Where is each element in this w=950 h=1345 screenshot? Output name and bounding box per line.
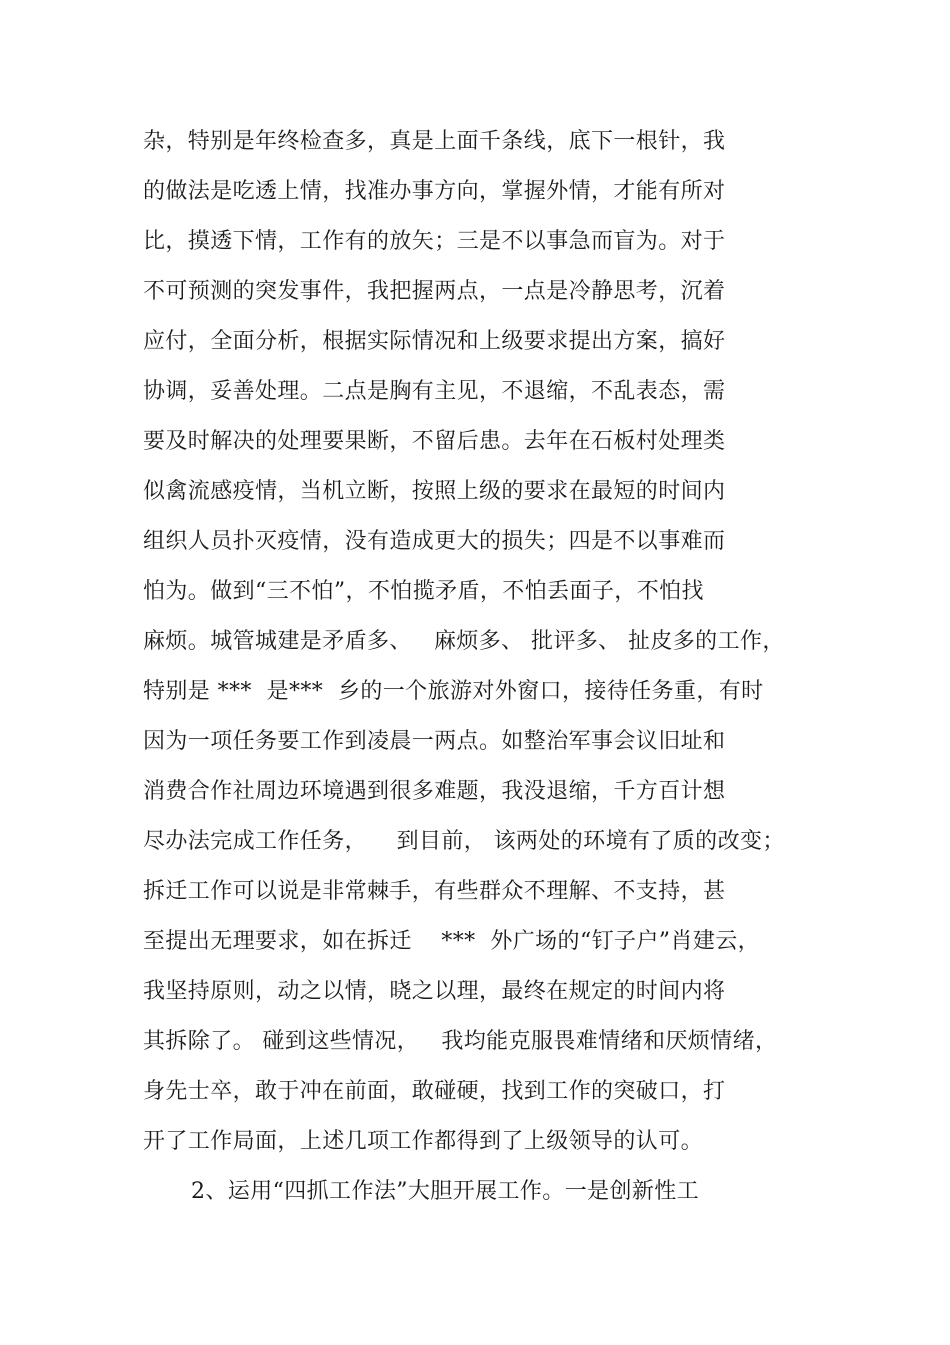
- text-line: 组织人员扑灭疫情，没有造成更大的损失；四是不以事难而: [143, 529, 726, 554]
- text-line: 开了工作局面，上述几项工作都得到了上级领导的认可。: [143, 1129, 704, 1154]
- text-line: 消费合作社周边环境遇到很多难题，我没退缩，千方百计想: [143, 779, 726, 804]
- text-line: 拆迁工作可以说是非常棘手，有些群众不理解、不支持，甚: [143, 879, 726, 904]
- text-line: 协调，妥善处理。二点是胸有主见，不退缩，不乱表态，需: [143, 379, 726, 404]
- text-line: 应付，全面分析，根据实际情况和上级要求提出方案，搞好: [143, 329, 726, 354]
- text-line: 特别是 *** 是*** 乡的一个旅游对外窗口，接待任务重，有时: [143, 679, 764, 704]
- text-line: 怕为。做到“三不怕”，不怕揽矛盾，不怕丢面子，不怕找: [143, 579, 704, 604]
- text-line: 麻烦。城管城建是矛盾多、 麻烦多、 批评多、 扯皮多的工作，: [143, 629, 785, 654]
- text-line: 身先士卒，敢于冲在前面，敢碰硬，找到工作的突破口，打: [143, 1079, 726, 1104]
- text-line: 要及时解决的处理要果断，不留后患。去年在石板村处理类: [143, 429, 726, 454]
- text-line: 不可预测的突发事件，我把握两点，一点是冷静思考，沉着: [143, 279, 726, 304]
- text-line: 尽办法完成工作任务， 到目前， 该两处的环境有了质的改变；: [143, 829, 785, 854]
- text-line: 我坚持原则，动之以情，晓之以理，最终在规定的时间内将: [143, 979, 726, 1004]
- text-line: 其拆除了。 碰到这些情况， 我均能克服畏难情绪和厌烦情绪，: [143, 1029, 778, 1054]
- paragraph-heading-line: 2、运用“四抓工作法”大胆开展工作。一是创新性工: [191, 1179, 700, 1204]
- text-line: 因为一项任务要工作到凌晨一两点。如整治军事会议旧址和: [143, 729, 726, 754]
- text-line: 杂，特别是年终检查多，真是上面千条线，底下一根针，我: [143, 129, 726, 154]
- text-line: 比，摸透下情，工作有的放矢；三是不以事急而盲为。对于: [143, 229, 726, 254]
- text-line: 至提出无理要求，如在拆迁 *** 外广场的“钉子户”肖建云，: [143, 929, 761, 954]
- text-line: 似禽流感疫情，当机立断，按照上级的要求在最短的时间内: [143, 479, 726, 504]
- text-line: 的做法是吃透上情，找准办事方向，掌握外情，才能有所对: [143, 179, 726, 204]
